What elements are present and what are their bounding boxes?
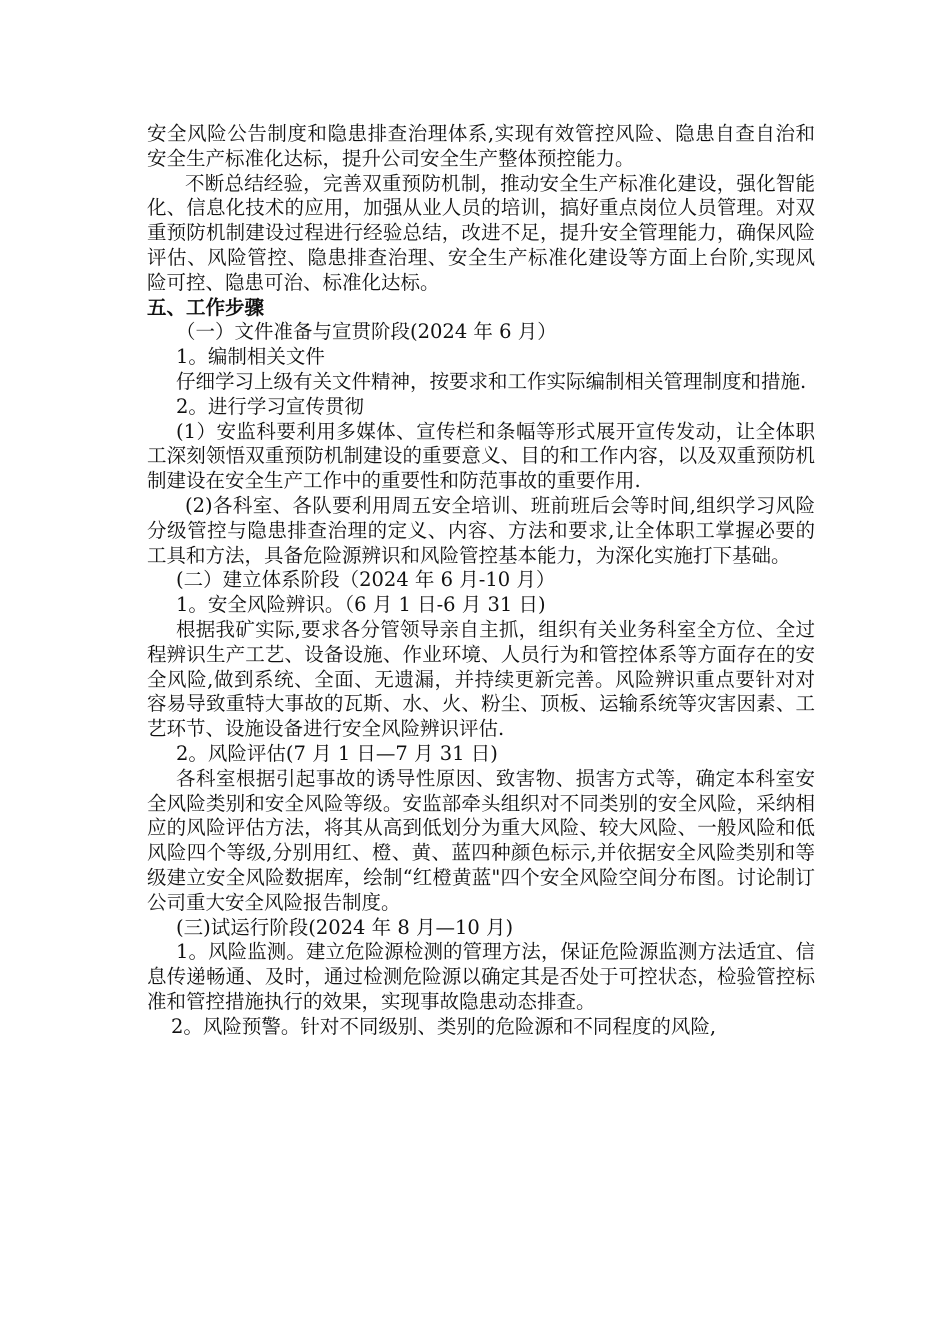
subheading-stage-2: (二）建立体系阶段（2024 年 6 月-10 月） [176, 568, 556, 592]
paragraph-intro: 安全风险公告制度和隐患排查治理体系,实现有效管控风险、隐患自查自治和安全生产标准化达标，提升公司安全生产整体预控能力。 [147, 122, 815, 170]
paragraph: 仔细学习上级有关文件精神，按要求和工作实际编制相关管理制度和措施. [176, 369, 807, 393]
paragraph: 根据我矿实际,要求各分管领导亲自主抓，组织有关业务科室全方位、全过程辨识生产工艺、设备设施、作业环境、人员行为和管控体系等方面存在的安全风险,做到系统、全面、无遗漏，并持续更新完善。风险辨识重点要针对对容易导致重特大事故的瓦斯、水、火、粉尘、顶板、运输系统等灾害因素、工艺环节、设施设备进行安全风险辨识评估. [147, 617, 815, 741]
paragraph: (1）安监科要利用多媒体、宣传栏和条幅等形式展开宣传发动，让全体职工深刻领悟双重预防机制建设的重要意义、目的和工作内容，以及双重预防机制建设在安全生产工作中的重要性和防范事故的重要作用. [147, 419, 815, 493]
paragraph: 各科室根据引起事故的诱导性原因、致害物、损害方式等，确定本科室安全风险类别和安全风险等级。安监部牵头组织对不同类别的安全风险，采纳相应的风险评估方法，将其从高到低划分为重大风险、较大风险、一般风险和低风险四个等级,分别用红、橙、黄、蓝四种颜色标示,并依据安全风险类别和等级建立安全风险数据库，绘制“红橙黄蓝"四个安全风险空间分布图。讨论制订公司重大安全风险报告制度。 [147, 766, 815, 914]
paragraph: 1。风险监测。建立危险源检测的管理方法，保证危险源监测方法适宜、信息传递畅通、及时，通过检测危险源以确定其是否处于可控状态，检验管控标准和管控措施执行的效果，实现事故隐患动态排查。 [147, 940, 815, 1013]
item-heading: 1。安全风险辨识。（6 月 1 日-6 月 31 日) [176, 593, 546, 617]
section-heading: 五、工作步骤 [147, 295, 265, 319]
item-heading: 2。风险评估(7 月 1 日—7 月 31 日) [176, 741, 498, 765]
paragraph-summary: 不断总结经验，完善双重预防机制，推动安全生产标准化建设，强化智能化、信息化技术的应用，加强从业人员的培训，搞好重点岗位人员管理。对双重预防机制建设过程进行经验总结，改进不足，提升安全管理能力，确保风险评估、风险管控、隐患排查治理、安全生产标准化建设等方面上台阶,实现风险可控、隐患可治、标准化达标。 [147, 171, 815, 294]
subheading-stage-1: （一）文件准备与宣贯阶段(2024 年 6 月） [176, 320, 557, 344]
item-heading: 2。进行学习宣传贯彻 [176, 394, 364, 418]
paragraph: 2。风险预警。针对不同级别、类别的危险源和不同程度的风险, [171, 1014, 717, 1038]
item-heading: 1。编制相关文件 [176, 345, 325, 369]
document-page [147, 122, 815, 1039]
paragraph: (2)各科室、各队要利用周五安全培训、班前班后会等时间,组织学习风险分级管控与隐患排查治理的定义、内容、方法和要求,让全体职工掌握必要的工具和方法，具备危险源辨识和风险管控基本能力，为深化实施打下基础。 [147, 493, 815, 567]
subheading-stage-3: (三)试运行阶段(2024 年 8 月—10 月) [176, 915, 514, 939]
